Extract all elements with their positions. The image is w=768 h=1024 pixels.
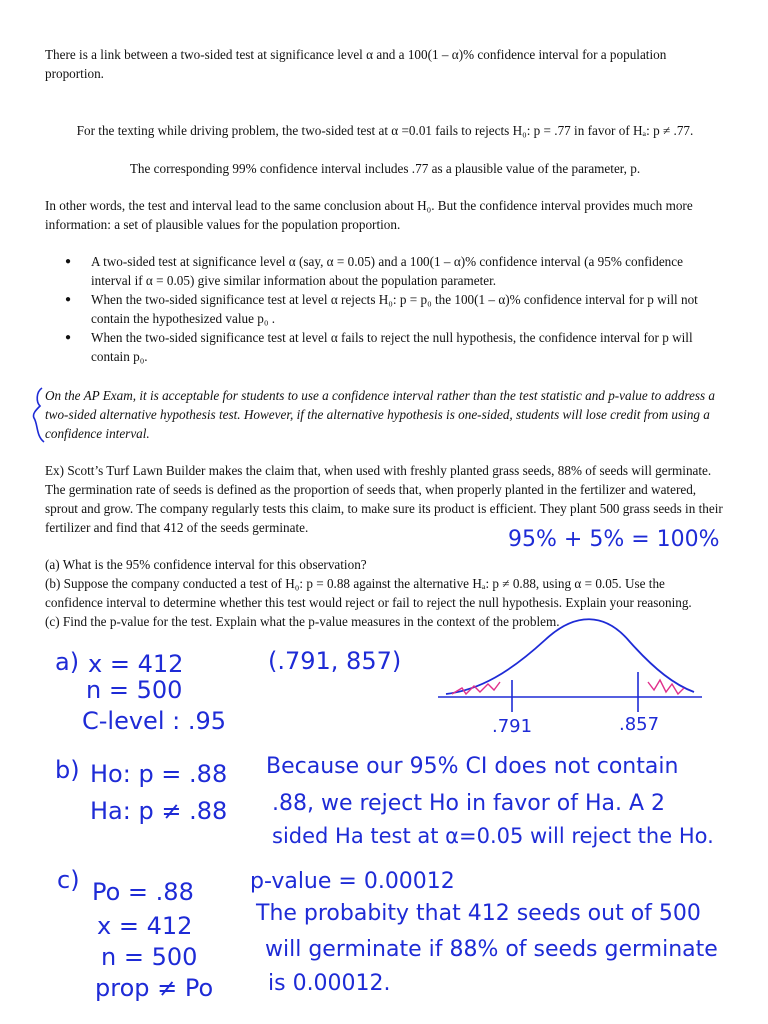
ap-exam-note: On the AP Exam, it is acceptable for students to use a confidence interval rather than the test statistic and p-value to address a two-sided alternative hypothesis test. However, if the alternative hypothesis is one-sided, students will lose credit from using a confidence interval.	[45, 388, 716, 441]
part-c-line2: will germinate if 88% of seeds germinate	[265, 937, 718, 962]
part-c-line1: The probabity that 412 seeds out of 500	[256, 901, 701, 926]
right-tail-shading	[648, 680, 684, 694]
curve-right-label: .857	[619, 714, 660, 735]
part-a-c-level: C-level : .95	[82, 707, 226, 735]
part-b-line3: sided Ha test at α=0.05 will reject the Ho.	[272, 824, 714, 848]
part-b-line2: .88, we reject Ho in favor of Ha. A 2	[272, 791, 665, 816]
part-a-n: n = 500	[86, 676, 183, 704]
part-c-n: n = 500	[101, 943, 198, 971]
ap-note-bracket	[33, 388, 44, 442]
part-c-prop: prop ≠ Po	[95, 974, 214, 1002]
bullet-item: ● When the two-sided significance test at level α fails to reject the null hypothesis, the confidence interval for p will contain p₀.	[45, 328, 725, 366]
part-b-ha: Ha: p ≠ .88	[90, 797, 228, 825]
part-b-h0: Ho: p = .88	[90, 760, 228, 788]
part-c-pvalue: p-value = 0.00012	[250, 869, 455, 894]
part-a-x: x = 412	[88, 650, 184, 678]
other-words-paragraph: In other words, the test and interval lead to the same conclusion about H₀. But the confidence interval provides much more information: a set of plausible values for the population proportion.	[45, 198, 693, 232]
part-b-label: b)	[55, 756, 80, 784]
part-a-label: a)	[55, 648, 80, 676]
normal-curve	[446, 619, 694, 694]
percent-note: 95% + 5% = 100%	[508, 527, 720, 552]
intro-paragraph: There is a link between a two-sided test at significance level α and a 100(1 – α)% confidence interval for a population proportion.	[45, 47, 667, 81]
question-b: (b) Suppose the company conducted a test of H₀: p = 0.88 against the alternative Hₐ: p ≠ 0.88, using α = 0.05. Use the confidence interval to determine whether this test would reject or fail to reject the null hypothesis. Explain your reasoning.	[45, 576, 692, 610]
part-c-line3: is 0.00012.	[268, 971, 391, 996]
curve-left-label: .791	[492, 716, 533, 737]
corresponding-interval: The corresponding 99% confidence interval includes .77 as a plausible value of the parameter, p.	[129, 161, 641, 176]
bullet-item: ● A two-sided test at significance level α (say, α = 0.05) and a 100(1 – α)% confidence interval (a 95% confidence interval if α = 0.05) give similar information about the population parameter.	[45, 252, 725, 290]
example-problem: Ex) Scott’s Turf Lawn Builder makes the claim that, when used with freshly planted grass seeds, 88% of seeds will germinate. The germination rate of seeds is defined as the proportion of seeds that, when properly planted in the fertilizer and watered, sprout and grow. The company regularly tests this claim, to make sure its product is efficient. They plant 500 grass seeds in their fertilizer and find that 412 of the seeds germinate.	[45, 463, 723, 535]
part-c-label: c)	[57, 866, 80, 894]
question-c: (c) Find the p-value for the test. Explain what the p-value measures in the context of the problem.	[45, 614, 560, 629]
part-c-p0: Po = .88	[92, 878, 194, 906]
bullet-item: ● When the two-sided significance test at level α rejects H₀: p = p₀ the 100(1 – α)% confidence interval for p will not contain the hypothesized value p₀ .	[45, 290, 725, 328]
part-b-line1: Because our 95% CI does not contain	[266, 754, 679, 779]
part-c-x: x = 412	[97, 912, 193, 940]
part-a-interval: (.791, 857)	[268, 647, 402, 675]
question-a: (a) What is the 95% confidence interval for this observation?	[45, 557, 367, 572]
texting-example: For the texting while driving problem, the two-sided test at α =0.01 fails to rejects H₀: p = .77 in favor of Hₐ: p ≠ .77.	[76, 123, 694, 138]
